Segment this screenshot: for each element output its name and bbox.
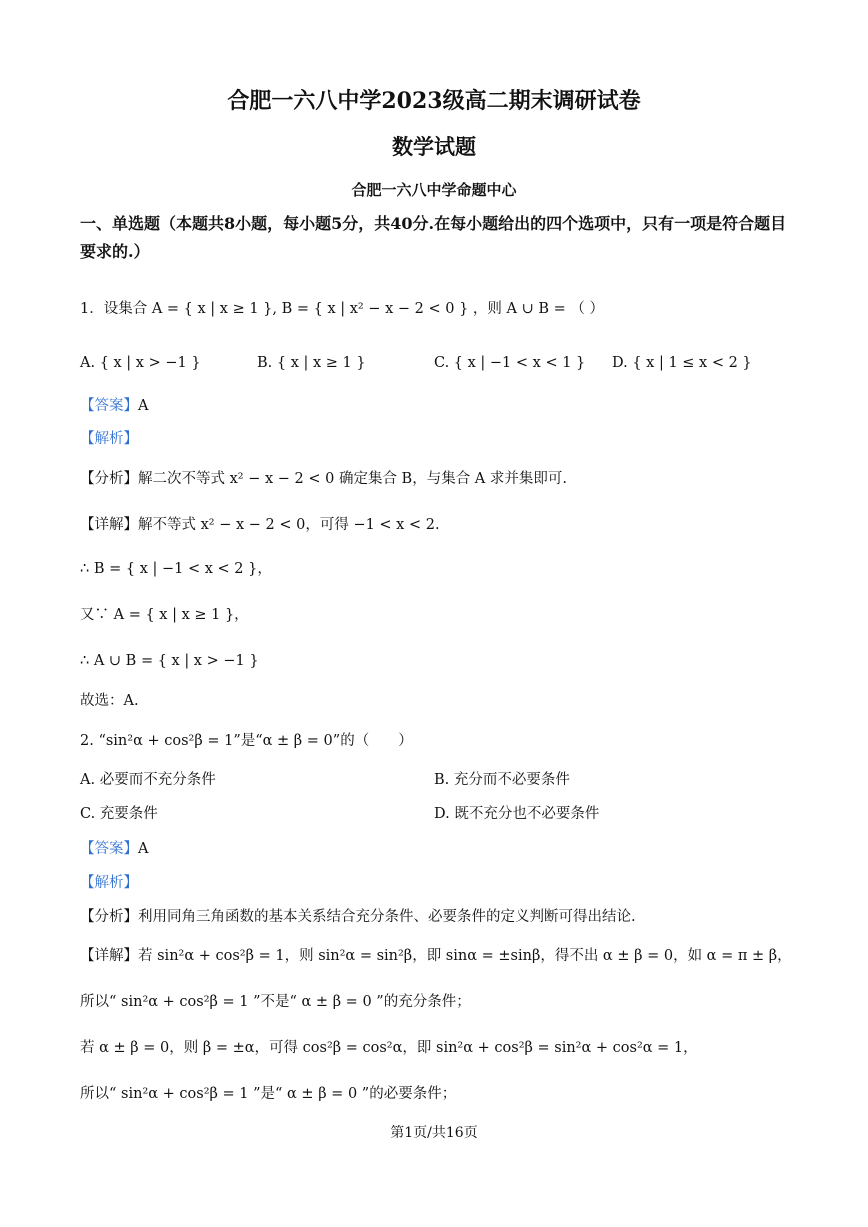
q2-answer <box>80 838 798 860</box>
q2-detail <box>80 945 798 967</box>
detail-tag: 【详解】 <box>80 948 138 964</box>
exam-title: 合肥一六八中学2023级高二期末调研试卷 <box>227 88 641 114</box>
fenxi-text: 解二次不等式 x² − x − 2 < 0 确定集合 B，与集合 A 求并集即可. <box>138 471 568 487</box>
detail-text: 若 sin²α + cos²β = 1，则 sin²α = sin²β，即 sinα = ±sinβ，得不出 α ± β = 0，如 α = π ± β， <box>138 948 792 964</box>
q1-answer <box>80 395 798 417</box>
answer-tag: 【答案】 <box>80 398 138 414</box>
q2-line2: 所以“ sin²α + cos²β = 1 ”不是“ α ± β = 0 ”的充分条件； <box>80 994 471 1010</box>
q1-conclusion: 故选：A. <box>80 693 139 709</box>
analysis-tag: 【解析】 <box>80 875 138 891</box>
q1-step1: ∴ B = { x | −1 < x < 2 }， <box>80 561 272 577</box>
q1-option-d: D. { x | 1 ≤ x < 2 } <box>612 355 752 371</box>
q1-option-a: A. { x | x > −1 } <box>80 355 201 371</box>
q2-stem: 2. “sin²α + cos²β = 1”是“α ± β = 0”的（ ） <box>80 733 413 749</box>
fenxi-tag: 【分析】 <box>80 471 138 487</box>
detail-tag: 【详解】 <box>80 517 138 533</box>
answer-value: A <box>138 841 149 857</box>
fenxi-text: 利用同角三角函数的基本关系结合充分条件、必要条件的定义判断可得出结论. <box>138 909 636 925</box>
exam-subtitle: 数学试题 <box>392 134 476 159</box>
q1-step2: 又∵ A = { x | x ≥ 1 }， <box>80 607 249 623</box>
q2-line4: 所以“ sin²α + cos²β = 1 ”是“ α ± β = 0 ”的必要条件； <box>80 1086 457 1102</box>
q1-option-c: C. { x | −1 < x < 1 } <box>434 355 586 371</box>
detail-text: 解不等式 x² − x − 2 < 0，可得 −1 < x < 2. <box>138 517 440 533</box>
q2-option-a: A. 必要而不充分条件 <box>80 772 216 788</box>
answer-value: A <box>138 398 149 414</box>
q2-options-row2 <box>0 803 868 827</box>
q2-option-b: B. 充分而不必要条件 <box>434 772 570 788</box>
fenxi-tag: 【分析】 <box>80 909 138 925</box>
q2-line3: 若 α ± β = 0，则 β = ±α，可得 cos²β = cos²α，即 sin²α + cos²β = sin²α + cos²α = 1， <box>80 1040 698 1056</box>
q1-options <box>0 352 868 376</box>
q2-option-c: C. 充要条件 <box>80 806 158 822</box>
q1-step3: ∴ A ∪ B = { x | x > −1 } <box>80 653 259 669</box>
page-footer: 第1页/共16页 <box>390 1125 478 1141</box>
section-heading: 一、单选题（本题共8小题，每小题5分，共40分.在每小题给出的四个选项中，只有一项是符合题目要求的.） <box>80 214 787 261</box>
q1-analysis-heading <box>80 428 798 450</box>
analysis-tag: 【解析】 <box>80 431 138 447</box>
exam-center: 合肥一六八中学命题中心 <box>351 181 517 199</box>
q1-stem: 1．设集合 A = { x | x ≥ 1 }, B = { x | x² − x − 2 < 0 } ，则 A ∪ B = （ ） <box>80 301 604 317</box>
q1-detail <box>80 514 798 536</box>
q2-analysis-heading <box>80 872 798 894</box>
answer-tag: 【答案】 <box>80 841 138 857</box>
q2-option-d: D. 既不充分也不必要条件 <box>434 806 600 822</box>
q1-option-b: B. { x | x ≥ 1 } <box>257 355 366 371</box>
q2-options-row1 <box>0 769 868 793</box>
q1-fenxi <box>80 468 798 490</box>
q2-fenxi <box>80 906 798 928</box>
